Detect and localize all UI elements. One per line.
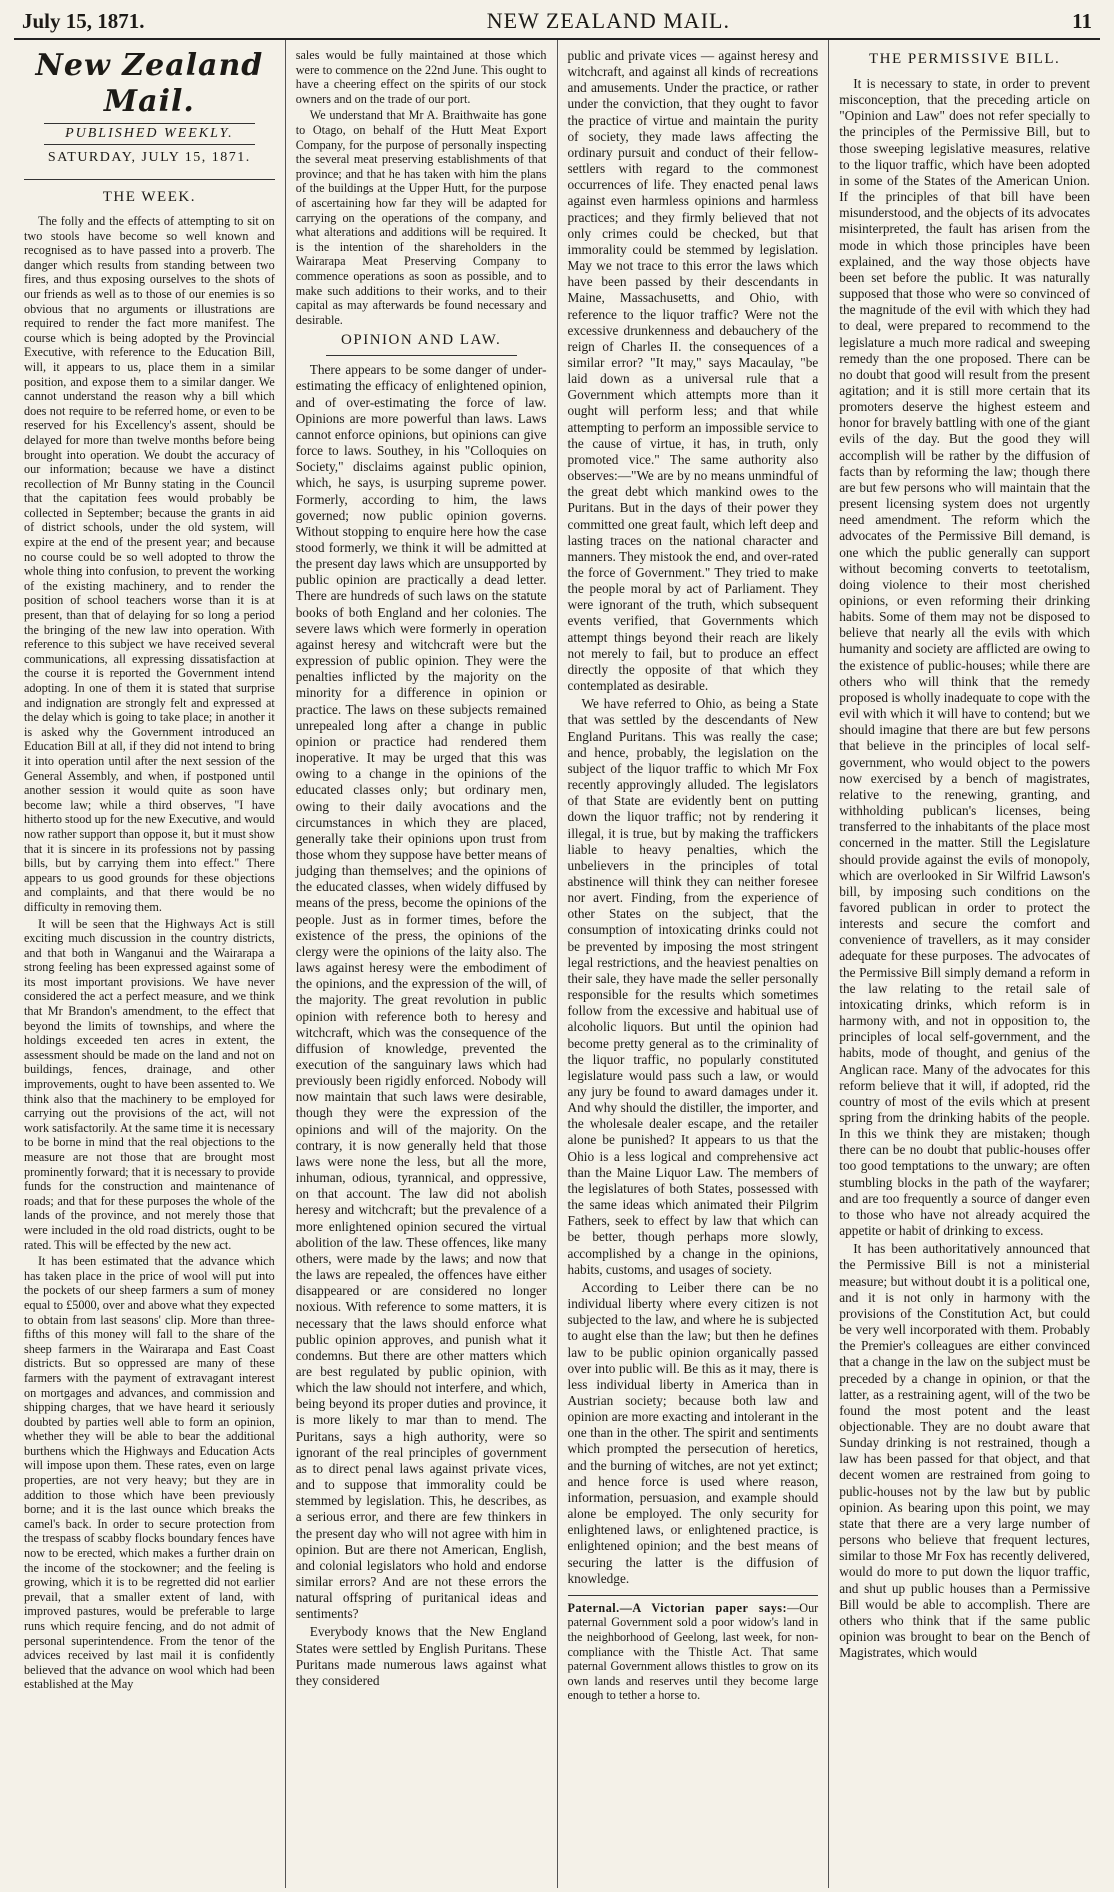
header-title: NEW ZEALAND MAIL.	[486, 8, 730, 33]
article-the-week	[24, 214, 275, 1692]
columns	[14, 40, 1100, 1888]
paragraph: It has been authoritatively announced that the Permissive Bill is not a ministerial measure; but without doubt it is a political one, and it is not only in harmony with the provisions of the Constitution Act, but could be very well incorporated with them. Probably the Premier's colleagues are either convinced that a change in the law on the subject must be preceded by a change in opinion, or that the latter, as a restraining agent, will of the two be found the most potent and the least objectionable. They are no doubt aware that Sunday drinking is not restrained, though a law has been passed for that object, and that decent women are restrained from going to public-houses not by the law but by public opinion. As bearing upon this point, we may state that there are a very large number of persons who believe that frequent lectures, similar to those Mr Fox has recently delivered, would do more to put down the liquor traffic, and shut up public houses than a Permissive Bill would be able to accomplish. There are others who think that if the same public opinion was brought to bear on the Bench of Magistrates, which would	[839, 1241, 1091, 1661]
section-heading-permissive-bill: THE PERMISSIVE BILL.	[869, 51, 1061, 67]
paragraph: According to Leiber there can be no individual liberty where every citizen is not subjected to the law, and where he is subjected to aught else than the law; but then he defines law to be public opinion organically passed over into public will. Be this as it may, there is less individual liberty in America than in Austrian society; because both law and opinion are more exacting and intolerant in the one than in the other. The spirit and sentiments which prompted the persecution of heretics, and the burning of witches, are not yet extinct; and hence force is used where reason, information, persuasion, and example should alone be employed. The only security for enlightened laws, or enlightened practice, is enlightened opinion; and the best means of securing the latter is the diffusion of knowledge.	[567, 1279, 819, 1586]
paragraph: Everybody knows that the New England States were settled by English Puritans. These Puritans made numerous laws against what they considered	[295, 1624, 547, 1688]
paragraph: There appears to be some danger of under-estimating the efficacy of enlightened opinion, and of over-estimating the force of law. Opinions are more powerful than laws. Laws cannot enforce opinions, but opinions can give force to laws. Southey, in his "Colloquies on Society," disclaims against public opinion, which, he says, is usurping supreme power. Formerly, according to him, the laws governed; now public opinion governs. Without stopping to enquire here how the case stood formerly, we think it will be admitted at the present day laws which are unsupported by public opinion are practically a dead letter. There are hundreds of such laws on the statute books of both England and her colonies. The severe laws which were formerly in operation against heresy and witchcraft were but the expression of public opinion. They were the penalties inflicted by the majority on the minority for a difference in opinion or practice. The laws on these subjects remained unrepealed long after a change in public opinion or practice had rendered them inoperative. It may be urged that this was owing to a change in the opinions of the educated classes only; but ordinary men, owing to their daily avocations and the circumstances in which they are placed, generally take their opinions upon trust from those whom they suppose have better means of judging than themselves; and the opinions of the educated classes, when widely diffused by means of the press, become the opinions of the people. Just as in former times, before the existence of the press, the opinions of the clergy were the opinions of the laity also. The laws against heresy were the embodiment of the opinions, and the expression of the will, of the majority. The great revolution in public opinion with reference both to heresy and witchcraft, which was the consequence of the diffusion of knowledge, prevented the execution of the sanguinary laws which had previously been rigidly enforced. Nobody will now maintain that such laws were desirable, though they were the expression of the opinions and will of the majority. On the contrary, it is now generally held that those laws were none the less, but all the more, inhuman, odious, tyrannical, and oppressive, on that account. The law did not abolish heresy and witchcraft; but the prevalence of a more enlightened opinion secured the virtual abolition of the law. These offences, like many others, were made by the laws; and now that the laws are repealed, the offences have either disappeared or are considered no longer noxious. With reference to some matters, it is necessary that the laws should enforce what public opinion approves, and punish what it condemns. But there are other matters which are best regulated by public opinion, with which the law should not interfere, and which, being beyond its proper duties and province, it is more likely to mar than to mend. The Puritans, says a high authority, were so ignorant of the real principles of government as to direct penal laws against private vices, and to suppose that immorality could be stemmed by legislation. This, he describes, as a serious error, and there are few thinkers in the present day who will not agree with him in opinion. But are there not American, English, and colonial legislators who hold and endorse similar errors? And are not these errors the natural offspring of puritanical ideas and sentiments?	[295, 362, 547, 1622]
paragraph: We understand that Mr A. Braithwaite has gone to Otago, on behalf of the Hutt Meat Export Company, for the purpose of personally inspecting the several meat preserving establishments of that province; and that he has taken with him the plans of the buildings at the Upper Hutt, for the purpose of ascertaining how far they will be adapted for carrying on the operations of the company, and what alterations and additions will be required. It is the intention of the shareholders in the Wairarapa Meat Preserving Company to commence operations as soon as possible, and to make such additions to their works, and to their capital as may afterwards be found necessary and desirable.	[295, 108, 547, 327]
paragraph: It will be seen that the Highways Act is still exciting much discussion in the country districts, and that both in Wanganui and the Wairarapa a strong feeling has been expressed against some of its most important provisions. We have never considered the act a perfect measure, and we think that Mr Brandon's amendment, to the effect that beyond the limits of townships, and where the holdings exceeded ten acres in extent, the assessment should be made on the land and not on buildings, fences, drainage, and other improvements, ought to have been assented to. We think also that the machinery to be employed for carrying out the provisions of the act, will not work satisfactorily. At the same time it is necessary to be borne in mind that the real objections to the measure are not those that are brought most prominently forward; that it is necessary to provide funds for the construction and maintenance of roads; and that for these purposes the whole of the lands of the province, and not merely those that were included in the old road districts, ought to be rated. This will be effected by the new act.	[24, 916, 275, 1252]
header-date: July 15, 1871.	[22, 9, 145, 33]
column-1	[14, 40, 286, 1888]
section-heading-the-week: THE WEEK.	[24, 179, 275, 208]
column-3	[558, 40, 830, 1888]
section-heading-opinion-and-law: OPINION AND LAW.	[326, 329, 517, 356]
column-2	[286, 40, 558, 1888]
article-opinion-and-law	[296, 362, 547, 1689]
paragraph: We have referred to Ohio, as being a State that was settled by the descendants of New England Puritans. This was really the case; and hence, probably, the legislation on the subject of the liquor traffic to which Mr Fox recently approvingly alluded. The legislators of that State are evidently bent on putting down the liquor traffic; not by rendering it illegal, it is true, but by making the traffickers liable to heavy penalties, which the unbelievers in the principles of total abstinence will think they can neither foresee nor avert. Finding, from the experience of other States on the subject, that the consumption of intoxicating drinks could not be prevented by imposing the most stringent legal restrictions, and the heaviest penalties on their sale, they have made the seller personally responsible for the results which sometimes follow from the excessive and habitual use of alcoholic liquors. But until the opinion had become pretty general as to the criminality of the liquor traffic, no popularly constituted legislature would pass such a law, or would any jury be found to award damages under it. And why should the distiller, the importer, and the wholesale dealer escape, and the retailer alone be punished? It appears to us that the Ohio is a less logical and comprehensive act than the Maine Liquor Law. The members of the legislatures of both States, possessed with the same ideas which animated their Pilgrim Fathers, seek to effect by law that which can be better, though perhaps more slowly, accomplished by a change in the opinions, habits, customs, and usages of society.	[567, 696, 819, 1277]
page-number: 11	[1072, 9, 1092, 33]
masthead-date: SATURDAY, JULY 15, 1871.	[47, 150, 251, 165]
masthead-frequency: PUBLISHED WEEKLY.	[44, 123, 255, 145]
note-lead: Paternal.—A Victorian paper says:	[567, 1600, 788, 1615]
note-body: —Our paternal Government sold a poor widow's land in the neighborhood of Geelong, last week, for non-compliance with the Thistle Act. That same paternal Government allows thistles to grow on its own lands and reserves until they become large enough to tether a horse to.	[567, 1600, 819, 1703]
article-permissive-bill	[839, 76, 1090, 1661]
article-opinion-and-law-continued	[568, 48, 819, 1587]
paragraph: It is necessary to state, in order to prevent misconception, that the preceding article on "Opinion and Law" does not refer specially to the principles of the Permissive Bill, but to those sweeping legislative measures, relative to the liquor traffic, which have been adopted in some of the States of the American Union. If the principles of that bill have been misunderstood, and the objects of its advocates misinterpreted, the fault has arisen from the mode in which those principles have been explained, and the way those objects have been set before the public. It was naturally supposed that those who were so convinced of the magnitude of the evil with which they had to deal, were prepared to recommend to the legislature a much more radical and sweeping remedy than the one proposed. There can be no doubt that good will result from the present agitation; and it is still more certain that its promoters deserve the highest esteem and honor for bravely battling with one of the giant evils of the day. But the good they will accomplish will be rather by the diffusion of facts than by reforming the law; though there are but few persons who will maintain that the present licensing system does not urgently need amendment. The reform which the advocates of the Permissive Bill demand, is one which the public generally can support without becoming converts to teetotalism, doing violence to their most cherished opinions, or even reforming their drinking habits. Some of them may not be disposed to believe that nearly all the evils with which humanity and society are afflicted are owing to the existence of public-houses; while there are others who will think that the remedy proposed is wholly inadequate to cope with the evil with which it will have to contend; but we should imagine that there are but few persons that believe in the principles of local self-government, who would object to the powers now exercised by a bench of magistrates, relative to the renewing, granting, and withholding publican's licenses, being transferred to the inhabitants of the place most concerned in the matter. Still the Legislature should provide against the evils of monopoly, which are overlooked in Sir Wilfrid Lawson's bill, by imposing such conditions on the favored publican in order to protect the interests and secure the comfort and convenience of travellers, as it may consider adequate for these purposes. The advocates of the Permissive Bill simply demand a reform in the law relating to the retail sale of intoxicating drinks, which reform is in harmony with, and not in opposition to, the principles of local self-government, and the habits, mode of thought, and genius of the Anglican race. Many of the advocates for this reform believe that it will, if adopted, rid the country of most of the evils which at present spring from the drinking habits of the people. In this we think they are mistaken; though there can be no doubt that public-houses offer too good temptations to the unwary; are often stumbling blocks in the path of the wayfarer; and are too frequently a source of danger even to those who have not already acquired the appetite or habit of drinking to excess.	[839, 76, 1090, 1239]
masthead	[24, 48, 275, 173]
paragraph: It has been estimated that the advance which has taken place in the price of wool will put into the pockets of our sheep farmers a sum of money equal to £5000, over and above what they expected to obtain from last seasons' clip. More than three-fifths of this money will fall to the share of the sheep farmers in the Wairarapa and East Coast districts. But so oppressed are many of these farmers with the payment of extravagant interest on mortgages and advances, and commission and shipping charges, that we have heard it seriously doubted by parties well able to form an opinion, whether they will be able to bear the additional burthens which the Highways and Education Acts will impose upon them. These rates, even on large properties, are not very heavy; but they are in addition to those which have been previously borne; and it is the last ounce which breaks the camel's back. In order to secure protection from the trespass of scabby flocks boundary fences have now to be erected, which makes a further drain on the income of the stockowner; and the feeling is growing, which it is to be regretted did not earlier prevail, that a smaller extent of land, with improved pastures, would be preferable to large runs which require fencing, and do not admit of personal superintendence. From the tenor of the advices received by last mail it is confidently believed that the advance on wool which had been established at the May	[24, 1254, 275, 1692]
paragraph: The folly and the effects of attempting to sit on two stools have become so well known and recognised as to have passed into a proverb. The danger which results from standing between two fires, and thus exposing ourselves to the shots of our friends as well as to those of our enemies is so obvious that no arguments or illustrations are required to render the fact more manifest. The course which is being adopted by the Provincial Executive, with reference to the Education Bill, will, it appears to us, place them in a similar position, and expose them to a similar danger. We cannot understand the reason why a bill which does not require to be referred home, or even to be reserved for his Excellency's assent, should be delayed for more than twelve months before being brought into operation. We doubt the accuracy of our information; because we have a distinct recollection of Mr Bunny stating in the Council that the capitation fees would probably be collected in September; because the grants in aid of district schools, under the old system, will expire at the end of the present year; and because no course could be so well adopted to throw the whole thing into confusion, to prevent the working of the existing machinery, and to render the position of school teachers worse than it is at present, than that of delaying for so long a period the bringing of the new law into operation. With reference to this subject we have received several communications, all expressing dissatisfaction at the course it is reported the Government intend adopting. In one of them it is stated that surprise and indignation are strongly felt and expressed at the delay which is going to take place; in another it is asked why the Government introduced an Education Bill at all, if they did not intend to bring it into operation until after the next session of the General Assembly, and when, if postponed until another session it would quite as soon have become law; while a third observes, "I have hitherto stood up for the new Executive, and would now rather support than oppose it, but it must show that it is sincere in its professions not by passing bills, but by carrying them into effect." There appears to us good grounds for these objections and complaints, and that there would be no difficulty in removing them.	[24, 214, 275, 914]
paragraph: public and private vices — against heresy and witchcraft, and against all kinds of recreations and amusements. Under the practice, or rather under the conviction, that they ought to favor the practice of virtue and maintain the purity of society, they made laws affecting the ordinary pursuit and conduct of their fellow-settlers with regard to the commonest occurrences of life. They enacted penal laws against even harmless opinions and harmless practices; and they firmly believed that not only crimes could be checked, but that immorality could be stemmed by legislation. May we not trace to this error the laws which have been passed by their descendants in Maine, Massachusetts, and Ohio, with reference to the liquor traffic? Were not the excessive drunkenness and debauchery of the reign of Charles II. the consequences of a similar error? "It may," says Macaulay, "be laid down as a universal rule that a Government which attempts more than it ought will perform less; and that while attempting to perform an impossible service to the cause of virtue, it has, in truth, only promoted vice." The same authority also observes:—"We are by no means unmindful of the great debt which mankind owes to the Puritans. But in the days of their power they committed one great fault, which left deep and lasting traces on the national character and manners. They mistook the end, and over-rated the force of Government." They tried to make the people moral by act of Parliament. They were ignorant of the truth, which subsequent events verified, that Governments which attempt things beyond their reach are likely not merely to fail, but to produce an effect directly the opposite of that which they contemplated as desirable.	[567, 48, 819, 694]
paternal-note	[568, 1595, 819, 1703]
column-4	[829, 40, 1100, 1888]
running-header	[14, 8, 1100, 40]
masthead-name: New Zealand Mail.	[35, 48, 264, 119]
article-the-week-continued	[296, 48, 547, 327]
paragraph: sales would be fully maintained at those which were to commence on the 22nd June. This ought to have a cheering effect on the spirits of our stock owners and on the trade of our port.	[295, 48, 547, 106]
